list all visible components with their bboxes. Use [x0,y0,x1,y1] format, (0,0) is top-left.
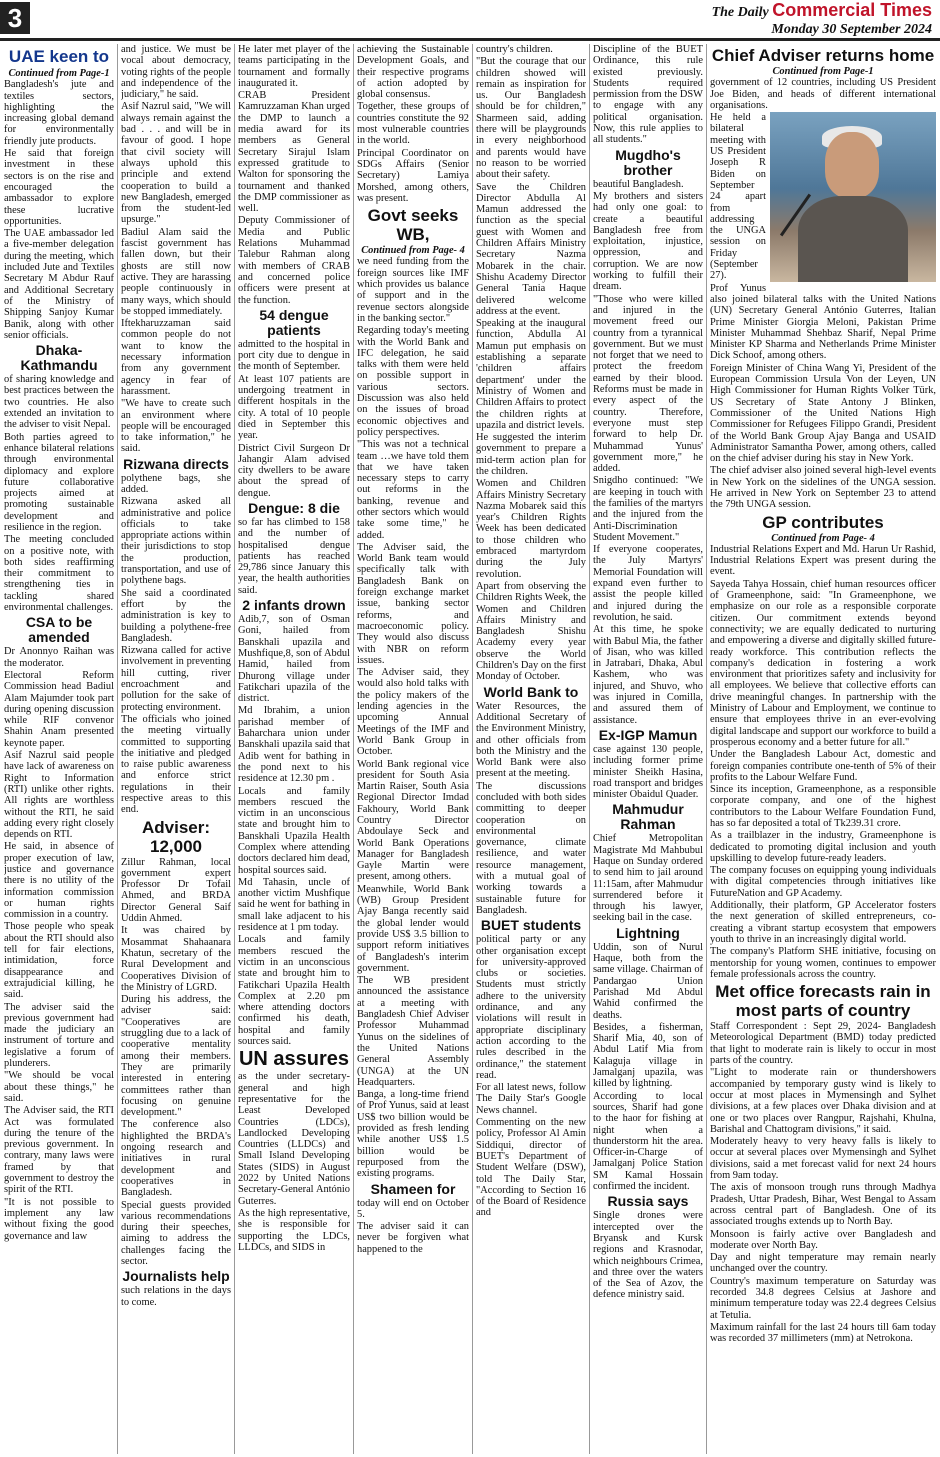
article-paragraph: Deputy Commissioner of Media and Public Relations Muhammad Talebur Rahman along with members of CRAB and concerned police officers were present at the function. [238,215,350,306]
column-divider [234,44,235,1454]
article-paragraph: Md Ibrahim, a union parishad member of Baharchara union under Banskhali upazila said that Adib went for bathing in the pond next to his residence at 12.30 pm . [238,705,350,785]
article-paragraph: Industrial Relations Expert and Md. Harun Ur Rashid, Industrial Relations Expert was present during the event. [710,543,936,578]
article-headline: Journalists help [122,1268,230,1285]
article-paragraph: Day and night temperature may remain nearly unchanged over the country. [710,1252,936,1275]
article-paragraph: Iftekharuzzaman said common people do not want to know the necessary information from any government agency in fear of harassment. [121,318,231,397]
article-paragraph: achieving the Sustainable Development Goals, and their respective programs of action adopted by global consensus. [357,44,469,101]
masthead-rule [0,38,940,41]
continued-note: Continued from Page- 4 [361,245,465,257]
masthead [0,0,940,44]
article-paragraph: The officials who joined the meeting virtually committed to supporting the initiative and pledged to raise public awareness and enforce strict regulations in their respective areas to this end. [121,713,231,816]
article-headline: 54 dengue patients [259,306,329,338]
article-paragraph: Together, these groups of countries constitute the 92 most vulnerable countries in the world. [357,101,469,147]
article-headline: Met office forecasts rain in most parts of country [715,982,931,1021]
article-paragraph: CRAB President Kamruzzaman Khan urged the DMP to launch a media award for its members as General Secretary Sirajul Islam expressed gratitude to Walton for sponsoring the tournament and thanked the DMP commissioner as well. [238,90,350,215]
article-headline: Ex-IGP Mamun [598,726,698,743]
continued-note: Continued from Page-1 [772,66,874,77]
article-headline: BUET students [480,917,582,934]
article-paragraph: The axis of monsoon trough runs through Madhya Pradesh, Uttar Pradesh, Bihar, West Bengal to Assam across central part of Bangladesh. One of its associated troughs extends up to North Bay. [710,1182,936,1228]
article-paragraph: Maximum rainfall for the last 24 hours till 6am today was recorded 37 millimeters (mm) at Netrokona. [710,1321,936,1345]
article-paragraph: The chief adviser also joined several high-level events in New York on the sidelines of the UNGA session. He arrived in New York on September 23 to attend the 79th UNGA session. [710,465,936,511]
article-paragraph: Single drones were intercepted over the Bryansk and Kursk regions and Krasnodar, which neighbours Crimea, and three over the waters of the Sea of Azov, the defence ministry said. [593,1210,703,1301]
article-paragraph: Monsoon is fairly active over Bangladesh and moderate over North Bay. [710,1228,936,1251]
article-paragraph: Moderately heavy to very heavy falls is likely to occur at several places over Mymensingh and Sylhet divisions, said a met forecast valid for next 24 hours from 9am today. [710,1136,936,1182]
article-paragraph: Those people who speak about the RTI should also tell for fair elections, intimidation, force disappearance and extrajudicial killing, he said. [4,921,114,1001]
article-paragraph: "This was not a technical team …we have told them that we have taken necessary steps to carry out reforms in the banking, revenue and other sectors which would take some time," he added. [357,439,469,541]
column-1 [4,44,114,1454]
article-headline: Russia says [607,1193,689,1210]
article-paragraph: "Light to moderate rain or thundershowers accompanied by temporary gusty wind is likely to occur at most places in Mymensingh and Sylhet divisions, at a few places over Dhaka division and at one or two places over Rangpur, Rajshahi, Khulna, Barishal and Chattogram divisions," it said. [710,1067,936,1135]
article-paragraph: According to local sources, Sharif had gone to the haor for fishing at night when a thunderstorm hit the area. Officer-in-Charge of Jamalganj Police Station SM Kamal Hossain confirmed the incident. [593,1090,703,1193]
article-paragraph: Special guests provided various recommendations during their speeches, aiming to address the challenges facing the sector. [121,1199,231,1267]
article-paragraph: Zillur Rahman, local government expert Professor Dr Tofail Ahmed, and BRDA Director General Saif Uddin Ahmed. [121,856,231,925]
article-paragraph: beautiful Bangladesh. [593,178,684,190]
article-paragraph: government of 12 countries, including US President Joe Biden, and heads of different international organisations. [710,77,936,111]
article-paragraph: "Those who were killed and injured in the movement freed our country from a tyrannical government. But we must not forget that we need to protect the freedom earned by their blood. Reforms must be made in every aspect of the country. Therefore, everyone must step forward to help Dr. Muhammad Yunus' government more," he added. [593,293,703,475]
article-paragraph: The Adviser said, they would also hold talks with the policy makers of the lending agencies in the upcoming Annual Meetings of the IMF and World Bank Group in October. [357,667,469,758]
article-paragraph: Asif Nazrul said people have lack of awareness on Right to Information (RTI) unlike other rights. All rights are worthless without the RTI, he said adding every right closely depends on RTI. [4,750,114,841]
article-paragraph: such relations in the days to come. [121,1285,231,1308]
article-paragraph: The Adviser said, the World Bank team would specifically talk with Bangladesh Bank on foreign exchange market issue, banking sector reforms, and macroeconomic policy. They would also discuss with NBR on reform issues. [357,541,469,666]
article-headline: World Bank to [483,683,579,700]
article-paragraph: Country's maximum temperature on Saturday was recorded 34.8 degrees Celsius at Jashore and minimum temperature today was 22.4 degrees Celsius at Tetulia. [710,1275,936,1321]
article-paragraph: Sayeda Tahya Hossain, chief human resources officer of Grameenphone, said: "In Grameenphone, we emphasize on our role as a responsible corporate citizen. Our commitment extends beyond connectivity; we are equally dedicated to nurturing and empowering a diverse and digitally skilled future-ready workforce. This contribution reflects the company's dedication in fostering a work environment that prioritizes safety and inclusivity for all employees. We believe that collective efforts can drive meaningful changes. In partnership with the Ministry of Labour and Employment, we continue to ensure that employees thrive in an ever-evolving digital landscape and support our workforce to build a prosperous economy and a better future for all." [710,578,936,748]
article-paragraph: Meanwhile, World Bank (WB) Group President Ajay Banga recently said the global lender would provide US$ 3.5 billion to support reform initiatives of Bangladesh's interim government. [357,883,469,974]
article-paragraph: of sharing knowledge and best practices between the two countries. He also extended an invitation to the adviser to visit Nepal. [4,374,114,431]
article-paragraph: Chief Metropolitan Magistrate Md Mahbubul Haque on Sunday ordered to send him to jail around 11:15am, after Mahmudur surrendered before it through his lawyer, seeking bail in the case. [593,833,703,924]
column-6 [593,44,703,1454]
photo-face [825,132,879,198]
column-divider [706,44,707,1454]
article-paragraph: country's children. [476,44,553,55]
article-paragraph: As the high representative, she is responsible for supporting the LDCs, LLDCs, and SIDS in [238,1207,350,1253]
article-paragraph: At least 107 patients are undergoing treatment in different hospitals in the city. A total of 10 people died in September this year. [238,373,350,442]
article-headline: Mugdho's brother [615,146,681,178]
article-paragraph: Uddin, son of Nurul Haque, both from the same village. Chairman of Pandargao Union Parishad Md Abdul Wahid confirmed the deaths. [593,941,703,1021]
article-paragraph: Adib,7, son of Osman Goni, hailed from Banskhali upazila and Mushfique,8, son of Abdul Hamid, hailed from Dhurong village under Fatikchari upazila of the district. [238,614,350,705]
column-divider [472,44,473,1454]
article-paragraph: admitted to the hospital in port city due to dengue in the month of September. [238,338,350,373]
article-headline: Mahmudur Rahman [612,801,684,833]
article-paragraph: The Adviser said, the RTI Act was formulated during the tenure of the previous government. In contrary, many laws were framed by that government to destroy the spirit of the RTI. [4,1105,114,1196]
article-paragraph: The conference also highlighted the BRDA's ongoing research and initiatives in rural development and cooperatives in Bangladesh. [121,1119,231,1199]
article-paragraph: The WB president announced the assistance at a meeting with Bangladesh Chief Adviser Professor Muhammad Yunus on the sidelines of the United Nations General Assembly (UNGA) at the UN Headquarters. [357,975,469,1088]
article-paragraph: case against 130 people, including former prime minister Sheikh Hasina, road transport and bridges minister Obaidul Quader. [593,743,703,801]
column-5 [476,44,586,1454]
article-headline: Govt seeks WB, [367,206,459,245]
issue-date: Monday 30 September 2024 [771,22,932,37]
article-paragraph: Speaking at the inaugural function, Abdulla Al Mamun put emphasis on establishing a separate 'children affairs department' under the Ministry of Women and Children Affairs to protect the children rights at upazila and district levels. [476,318,586,431]
article-paragraph: as the under secretary-general and high representative for the Least Developed Countries (LDCs), Landlocked Developing Countries (LLDCs) and Small Island Developing States (SIDS) in August 2022 by United Nations Secretary-General António Guterres. [238,1071,350,1207]
article-paragraph: The adviser said the previous government had made the judiciary an instrument of torture and legislative a forum of plunderers. [4,1001,114,1070]
article-paragraph: Rizwana asked all administrative and police officials to take appropriate actions within their jurisdictions to stop the production, transportation, and use of polythene bags. [121,496,231,587]
article-headline: UAE keen to [8,47,110,66]
article-headline: Dhaka-Kathmandu [20,342,98,374]
article-paragraph: Regarding today's meeting with the World Bank and IFC delegation, he said talks with them were held on possible support in various sectors. Discussion was also held on the issues of broad economic objectives and policy perspectives. [357,325,469,438]
article-paragraph: Asif Nazrul said, "We will always remain against the bad . . . and will be in favour of good. I hope that civil society will always uphold this principle and extend cooperation to build a new Bangladesh, emerged from the student-led upsurge." [121,101,231,226]
article-paragraph: It was chaired by Mosammat Shahaanara Khatun, secretary of the Rural Development and Cooperatives Division of the Ministry of LGRD. [121,925,231,993]
article-paragraph: today will end on October 5. [357,1197,469,1220]
article-paragraph: My brothers and sisters had only one goal: to create a beautiful Bangladesh free from exploitation, injustice, oppression, and corruption. We are now working to fulfill their dream. [593,190,703,293]
article-paragraph: World Bank regional vice president for South Asia Martin Raiser, South Asia Regional Director Imdad Fakhoury, World Bank Country Director Abdoulaye Seck and World Bank Operations Manager for Bangladesh Gayle Martin were present, among others. [357,758,469,883]
chief-adviser-photo [770,112,936,282]
article-paragraph: Prof Yunus also joined bilateral talks with the United Nations (UN) Secretary General António Guterres, Italian Prime Minister Giorgia Meloni, Pakistan Prime Minister Muhammad Shehbaz Sharif, Nepal Prime Minister KP Sharma and Netherlands Prime Minister Dick Schoof, among others. [710,282,936,362]
article-paragraph: The UAE ambassador led a five-member delegation during the meeting, which included Jute and Textiles Secretary M Abdur Rauf and Additional Secretary of the Ministry of Shipping Sanjoy Kumar Banik, along with other senior officials. [4,228,114,341]
article-paragraph: He later met player of the teams participating in the tournament and formally inaugurated it. [238,44,350,89]
article-headline: Dengue: 8 die [248,499,340,516]
article-paragraph: At this time, he spoke with Babul Mia, the father of Jisan, who was killed in Jatrabari, Dhaka, Abul Kashem, who was injured, and Shuvo, who was injured in Comilla, and assured them of assistance. [593,624,703,726]
article-headline: UN assures [238,1048,350,1071]
article-headline: GP contributes [762,512,884,532]
article-paragraph: Electoral Reform Commission head Badiul Alam Majumder took part during opening discussion while RIF convenor Shahin Anam presented keynote paper. [4,669,114,749]
article-headline: Lightning [616,924,680,941]
column-2 [121,44,231,1454]
article-paragraph: "It is not possible to implement any law without fixing the good governance and law [4,1196,114,1242]
article-paragraph: Water Resources, the Additional Secretary of the Environment Ministry, and other officials from both the Ministry and the World Bank were also present at the meeting. [476,700,586,780]
article-paragraph: He suggested the interim government to prepare a mid-term action plan for the children. [476,432,586,477]
article-paragraph: Besides, a fisherman, Sharif Mia, 40, son of Abdul Latif Mia from Kalaguja village in Jamalganj upazila, was killed by lightning. [593,1021,703,1090]
article-paragraph: Under the Bangladesh Labour Act, domestic and foreign companies contribute one-tenth of 5% of their profits to the Labour Welfare Fund. [710,749,936,783]
article-paragraph: During his address, the adviser said: "Cooperatives are struggling due to a lack of cooperative mentality among their members. They are primarily interested in entering committees rather than focusing on genuine development." [121,994,231,1119]
article-paragraph: Locals and family members rescued the victim in an unconscious state and brought him to Fatikchari Upazila Health Complex at 2.20 pm where attending doctors confirmed his death, hospital and family sources said. [238,934,350,1048]
article-paragraph: Commenting on the new policy, Professor Al Amin Siddiqui, director of BUET's Department of Student Welfare (DSW), told The Daily Star, "According to Section 16 of the Board of Residence and [476,1117,586,1219]
article-paragraph: He said that foreign investment in these sectors is on the rise and encouraged the ambassador to explore these lucrative opportunities. [4,148,114,227]
column-3 [238,44,350,1454]
article-headline: Shameen for [370,1180,456,1197]
column-divider [589,44,590,1454]
article-paragraph: The company focuses on equipping young individuals with digital competencies through initiatives like FutureNation and GP Academy. [710,865,936,899]
column-7 [710,44,936,1454]
article-paragraph: Dr Anonnyo Raihan was the moderator. [4,646,114,669]
article-paragraph: "We have to create such an environment where people will be encouraged to take information," he said. [121,398,231,455]
article-paragraph: District Civil Surgeon Dr Jahangir Alam advised city dwellers to be aware about the spread of dengue. [238,442,350,499]
article-paragraph: Apart from observing the Children Rights Week, the Women and Children Affairs Ministry and Bangladesh Shishu Academy every year observe the World Children's Day on the first Monday of October. [476,580,586,683]
article-paragraph: The company's Platform SHE initiative, focusing on mentorship for young women, continues to empower female professionals across the country. [710,946,936,980]
page-number: 3 [0,2,30,34]
article-paragraph: The meeting concluded on a positive note, with both sides reaffirming their commitment to strengthening ties in tackling shared environmental challenges. [4,534,114,614]
newspaper-brand [712,0,932,21]
article-paragraph: "We should be vocal about these things," he said. [4,1070,114,1104]
article-paragraph: we need funding from the foreign sources like IMF which provides us balance of support and in the revenue sectors alongside in the banking sector." [357,256,469,324]
article-headline: Chief Adviser returns home [711,46,935,65]
article-paragraph: "But the courage that our children showed will remain as inspiration for us. Our Bangladesh should be for children," Sharmeen said, adding there will be playgrounds in every neighborhood and parents would have no reason to be worried about their safety. [476,56,586,181]
article-paragraph: and justice. We must be vocal about democracy, voting rights of the people and independence of the judiciary," he said. [121,44,231,101]
article-paragraph: She said a coordinated effort by the administration is key to building a polythene-free Bangladesh. [121,587,231,644]
continued-note: Continued from Page- 4 [771,532,875,544]
article-paragraph: Foreign Minister of China Wang Yi, President of the European Commission Ursula Von der Leyen, UN High Commissioner for Human Rights Volker Türk, US Secretary of State Antony J Blinken, Commissioner of the United Nations High Commissioner for Refugees Filippo Grandi, President of the World Bank Group Ajay Banga and USAID Administrator Samantha Power, among others, called on the chief adviser during his stay in New York. [710,362,936,465]
article-paragraph: Banga, a long-time friend of Prof Yunus, said at least US$ two billion would be provided as fresh lending while another US$ 1.5 billion would be repurposed from the existing programs. [357,1089,469,1180]
column-4 [357,44,469,1454]
article-paragraph: Locals and family members rescued the victim in an unconscious state and brought him to Banskhali Upazila Health Complex where attending doctors declared him dead, hospital sources said. [238,785,350,876]
brand-name: Commercial Times [772,0,932,20]
article-paragraph: Md Tahasin, uncle of another victim Mushfique said he went for bathing in small lake adjacent to his residence at 1 pm today. [238,876,350,934]
article-paragraph: Snigdho continued: "We are keeping in touch with the families of the martyrs and the injured from the Anti-Discrimination Student Movement." [593,475,703,543]
continued-note: Continued from Page-1 [8,68,110,79]
article-paragraph: Rizwana called for active involvement in preventing hill cutting, river encroachment and pollution for the sake of protecting environment. [121,645,231,713]
article-paragraph: Bangladesh's jute and textiles sectors, highlighting the increasing global demand for environmentally friendly jute products. [4,79,114,147]
column-divider [353,44,354,1454]
article-paragraph: political party or any other organisation except for university-approved clubs or societies. Students must strictly adhere to the university ordinance, and any violations will result in appropriate disciplinary action according to the rules described in the ordinance," the statement read. [476,934,586,1081]
article-paragraph: Women and Children Affairs Ministry Secretary Nazma Mobarek said this year's Children Rights Week has been dedicated to those children who embraced martyrdom during the July revolution. [476,478,586,580]
article-paragraph: so far has climbed to 158 and the number of hospitalised dengue patients has reached 29,786 since January this year, the health authorities said. [238,516,350,596]
article-paragraph: Principal Coordinator on SDGs Affairs (Senior Secretary) Lamiya Morshed, among others, was present. [357,147,469,204]
article-paragraph: He said, in absence of proper execution of law, justice and governance there is no utility of the information commission or human rights commission in a country. [4,841,114,921]
article-paragraph: For all latest news, follow The Daily Star's Google News channel. [476,1082,586,1116]
article-headline: CSA to be amended [25,614,93,646]
article-paragraph: Since its inception, Grameenphone, as a responsible corporate company, and one of the highest contributors to the Labour Welfare Foundation Fund, has so far deposited a total of Tk239.31 crore. [710,784,936,829]
article-paragraph: Additionally, their platform, GP Accelerator fosters the next generation of skilled entrepreneurs, co-creating a vibrant startup ecosystem that empowers youth to thrive in an increasingly digital world. [710,900,936,945]
photo-body [798,196,908,282]
article-paragraph: polythene bags, she added. [121,472,231,495]
article-paragraph: He held a bilateral meeting with US President Joseph R Biden on September 24 apart from addressing the UNGA session on Friday (September 27). [710,112,766,282]
article-paragraph: Both parties agreed to enhance bilateral relations through environmental diplomacy and explore future collaborative projects aimed at promoting sustainable development and resilience in the region. [4,431,114,533]
article-paragraph: Discipline of the BUET Ordinance, this rule existed previously. Students required permission from the DSW to engage with any political organisation. Now, this rule applies to all students." [593,44,703,146]
article-paragraph: The adviser said it can never be forgiven what happened to the [357,1221,469,1255]
article-headline: 2 infants drown [242,597,346,614]
columns [0,44,940,1454]
article-paragraph: The discussions concluded with both sides committing to deeper cooperation on environmental governance, climate resilience, and water resource management, with a mutual goal of working towards a sustainable future for Bangladesh. [476,780,586,916]
article-paragraph: If everyone cooperates, the July Martyrs' Memorial Foundation will expand even further to assist the people killed and injured during the revolution, he said. [593,544,703,623]
article-paragraph: As a trailblazer in the industry, Grameenphone is dedicated to promoting digital inclusion and youth upskilling to develop future-ready leaders. [710,830,936,864]
article-paragraph: Staff Correspondent : Sept 29, 2024- Bangladesh Meteorological Department (BMD) today predicted that light to moderate rain is likely to occur in most parts of the country. [710,1021,936,1067]
article-paragraph: Badiul Alam said the fascist government has fallen down, but their ghosts are still now active. They are harassing people continuously in many ways, which should be stopped immediately. [121,226,231,317]
article-headline: Adviser: 12,000 [141,817,211,856]
article-paragraph: Save the Children Director Abdulla Al Mamun addressed the function as the special guest with Women and Children Affairs Ministry Secretary Nazma Mobarek in the chair. Shishu Academy Director General Tania Haque delivered welcome address at the event. [476,181,586,317]
article-headline: Rizwana directs [123,455,229,472]
brand-prefix: The Daily [711,5,769,20]
column-divider [117,44,118,1454]
